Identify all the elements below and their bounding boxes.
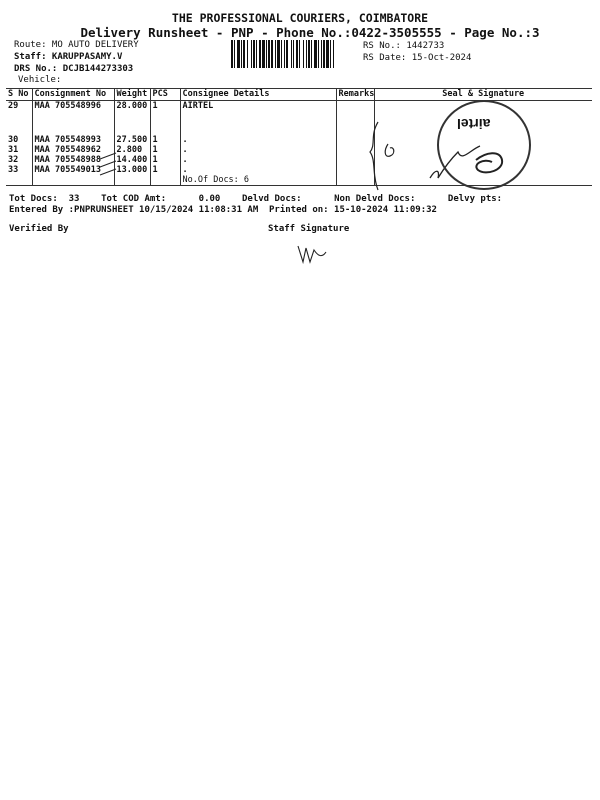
pen-tick-mark — [100, 153, 116, 159]
cell-sno: 29 — [8, 101, 19, 111]
cell-consignment: MAA 705548993 — [32, 135, 114, 145]
staff-signature-label: Staff Signature — [268, 224, 350, 234]
pen-tick-mark — [100, 161, 116, 167]
cell-consignee: . — [180, 145, 336, 155]
entered-by: Entered By :PNPRUNSHEET 10/15/2024 11:08:31 AM — [9, 205, 259, 215]
col-weight: Weight — [114, 89, 150, 101]
cell-weight: 2.800 — [114, 145, 150, 155]
vehicle-label: Vehicle: — [18, 75, 62, 85]
col-consignee: Consignee Details — [180, 89, 336, 101]
verified-by-label: Verified By — [9, 224, 69, 234]
stamp-text: airtel — [457, 116, 491, 132]
cell-sno: 33 — [8, 165, 19, 175]
cell-sno: 32 — [8, 155, 19, 165]
cell-consignment: MAA 705548988 — [32, 155, 114, 165]
cell-pcs: 1 — [150, 135, 180, 145]
col-seal: Seal & Signature — [374, 89, 592, 101]
cell-weight: 13.000 — [114, 165, 150, 175]
col-consignment: Consignment No — [32, 89, 114, 101]
remarks-scribble — [385, 144, 394, 156]
rs-date: RS Date: 15-Oct-2024 — [363, 53, 472, 63]
cell-consignment: MAA 705548962 — [32, 145, 114, 155]
cell-consignee: . — [180, 135, 336, 145]
totals-line: Tot Docs: 33 Tot COD Amt: 0.00 Delvd Docs: Non Delvd Docs: Delvy pts: — [9, 194, 503, 204]
no-of-docs: No.Of Docs: 6 — [180, 175, 336, 186]
cell-weight: 28.000 — [114, 101, 150, 112]
company-title: THE PROFESSIONAL COURIERS, COIMBATORE — [171, 11, 429, 25]
cell-weight: 27.500 — [114, 135, 150, 145]
cell-consignment: MAA 705549013 — [32, 165, 114, 175]
col-sno: S No — [6, 89, 32, 101]
cell-consignee: AIRTEL — [180, 101, 336, 112]
remarks-brace — [370, 122, 378, 190]
runsheet-subtitle: Delivery Runsheet - PNP - Phone No.:0422-3505555 - Page No.:3 — [80, 25, 540, 40]
cell-sno: 31 — [8, 145, 19, 155]
col-remarks: Remarks — [336, 89, 374, 101]
route-label: Route: MO AUTO DELIVERY — [14, 40, 139, 50]
rs-number: RS No.: 1442733 — [363, 41, 445, 51]
cell-pcs: 1 — [150, 101, 180, 112]
cell-sno: 30 — [8, 135, 19, 145]
staff-label: Staff: KARUPPASAMY.V — [14, 52, 123, 62]
col-pcs: PCS — [150, 89, 180, 101]
cell-pcs: 1 — [150, 155, 180, 165]
cell-pcs: 1 — [150, 145, 180, 155]
cell-consignee: . — [180, 155, 336, 165]
cell-weight: 14.400 — [114, 155, 150, 165]
company-seal-stamp — [437, 100, 531, 190]
cell-pcs: 1 — [150, 165, 180, 175]
cell-consignee: . — [180, 165, 336, 175]
staff-signature-mark — [298, 246, 326, 262]
cell-consignment: MAA 705548996 — [32, 101, 114, 112]
printed-on: Printed on: 15-10-2024 11:09:32 — [269, 205, 437, 215]
drs-number: DRS No.: DCJB144273303 — [14, 64, 134, 74]
pen-tick-mark — [100, 169, 116, 175]
